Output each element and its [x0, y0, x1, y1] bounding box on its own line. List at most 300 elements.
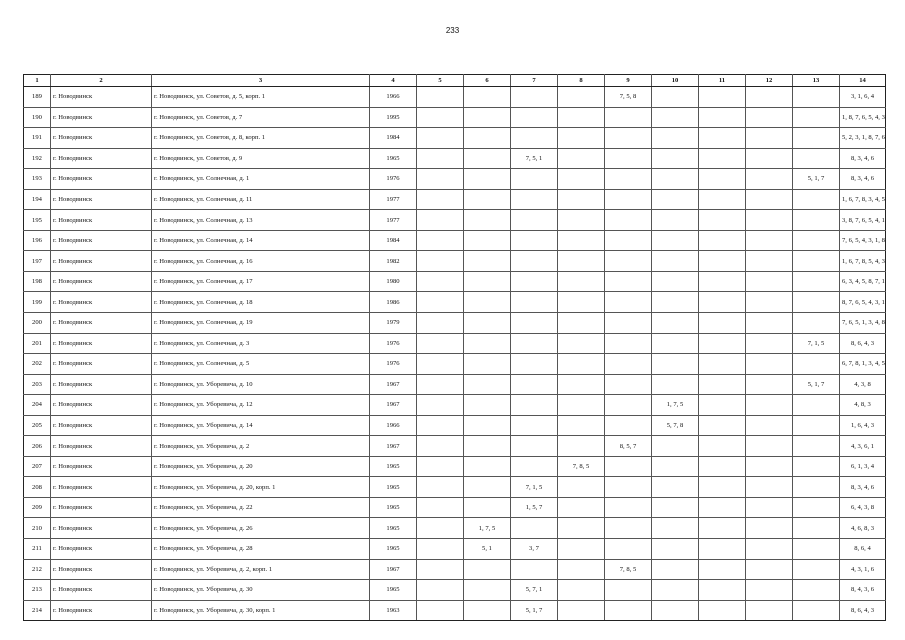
table-cell-col-8 [558, 415, 605, 436]
table-cell-col-4: 1976 [370, 169, 417, 190]
table-cell-col-11 [699, 271, 746, 292]
table-cell-col-12 [746, 128, 793, 149]
table-cell-col-10 [652, 148, 699, 169]
table-cell-col-2: г. Новодвинск [51, 107, 152, 128]
column-header-1: 1 [24, 75, 51, 87]
table-cell-col-1: 206 [24, 436, 51, 457]
table-cell-col-2: г. Новодвинск [51, 559, 152, 580]
table-cell-col-7 [511, 189, 558, 210]
table-cell-col-6 [464, 313, 511, 334]
table-cell-col-9 [605, 169, 652, 190]
table-cell-col-2: г. Новодвинск [51, 230, 152, 251]
table-cell-col-7 [511, 374, 558, 395]
table-cell-col-13 [793, 559, 840, 580]
table-cell-col-10 [652, 354, 699, 375]
table-cell-col-5 [417, 539, 464, 560]
table-cell-col-6 [464, 251, 511, 272]
table-row [24, 497, 886, 518]
table-cell-col-7 [511, 559, 558, 580]
table-cell-col-1: 193 [24, 169, 51, 190]
table-cell-col-11 [699, 87, 746, 108]
table-cell-col-5 [417, 169, 464, 190]
table-cell-col-4: 1980 [370, 271, 417, 292]
table-cell-col-8 [558, 292, 605, 313]
table-row [24, 518, 886, 539]
table-cell-col-8 [558, 580, 605, 601]
table-cell-col-3: г. Новодвинск, ул. Уборевича, д. 30 [152, 580, 370, 601]
table-cell-col-6 [464, 230, 511, 251]
table-row [24, 128, 886, 149]
table-cell-col-6 [464, 128, 511, 149]
table-cell-col-1: 213 [24, 580, 51, 601]
table-row [24, 333, 886, 354]
table-row [24, 456, 886, 477]
table-cell-col-2: г. Новодвинск [51, 128, 152, 149]
table-cell-col-2: г. Новодвинск [51, 148, 152, 169]
table-cell-col-14: 3, 8, 7, 6, 5, 4, 1 [840, 210, 886, 231]
table-cell-col-8 [558, 539, 605, 560]
table-cell-col-9: 7, 8, 5 [605, 559, 652, 580]
table-cell-col-3: г. Новодвинск, ул. Советов, д. 8, корп. 1 [152, 128, 370, 149]
table-cell-col-2: г. Новодвинск [51, 600, 152, 621]
table-cell-col-9 [605, 271, 652, 292]
table-row [24, 436, 886, 457]
table-cell-col-5 [417, 230, 464, 251]
table-cell-col-4: 1965 [370, 539, 417, 560]
table-cell-col-14: 1, 6, 7, 8, 3, 4, 5 [840, 189, 886, 210]
table-cell-col-4: 1965 [370, 456, 417, 477]
table-cell-col-7: 7, 5, 1 [511, 148, 558, 169]
table-cell-col-1: 209 [24, 497, 51, 518]
table-cell-col-1: 201 [24, 333, 51, 354]
table-cell-col-8 [558, 354, 605, 375]
table-cell-col-14: 5, 2, 3, 1, 8, 7, 6 [840, 128, 886, 149]
table-cell-col-6 [464, 395, 511, 416]
table-cell-col-5 [417, 354, 464, 375]
table-cell-col-10: 5, 7, 8 [652, 415, 699, 436]
table-row [24, 148, 886, 169]
table-cell-col-3: г. Новодвинск, ул. Уборевича, д. 30, корп. 1 [152, 600, 370, 621]
table-cell-col-5 [417, 580, 464, 601]
table-cell-col-3: г. Новодвинск, ул. Уборевича, д. 12 [152, 395, 370, 416]
table-cell-col-4: 1984 [370, 230, 417, 251]
table-cell-col-4: 1963 [370, 600, 417, 621]
table-body [24, 87, 886, 621]
table-row [24, 292, 886, 313]
table-cell-col-9: 8, 5, 7 [605, 436, 652, 457]
table-cell-col-14: 4, 3, 6, 1 [840, 436, 886, 457]
page-number: 233 [445, 26, 460, 35]
table-cell-col-10 [652, 374, 699, 395]
table-row [24, 189, 886, 210]
table-cell-col-1: 198 [24, 271, 51, 292]
table-cell-col-8 [558, 271, 605, 292]
table-cell-col-13 [793, 456, 840, 477]
table-cell-col-12 [746, 456, 793, 477]
table-cell-col-4: 1966 [370, 415, 417, 436]
table-cell-col-1: 210 [24, 518, 51, 539]
table-cell-col-5 [417, 333, 464, 354]
table-cell-col-6 [464, 600, 511, 621]
table-cell-col-12 [746, 436, 793, 457]
table-cell-col-2: г. Новодвинск [51, 210, 152, 231]
table-cell-col-11 [699, 395, 746, 416]
table-cell-col-4: 1965 [370, 580, 417, 601]
table-cell-col-13 [793, 436, 840, 457]
table-cell-col-9 [605, 374, 652, 395]
table-cell-col-2: г. Новодвинск [51, 333, 152, 354]
table-cell-col-8 [558, 128, 605, 149]
table-cell-col-12 [746, 210, 793, 231]
table-cell-col-4: 1979 [370, 313, 417, 334]
table-cell-col-11 [699, 600, 746, 621]
table-cell-col-14: 4, 3, 8 [840, 374, 886, 395]
table-row [24, 354, 886, 375]
table-cell-col-9 [605, 292, 652, 313]
table-row [24, 559, 886, 580]
table-cell-col-11 [699, 107, 746, 128]
table-cell-col-4: 1984 [370, 128, 417, 149]
table-cell-col-6 [464, 148, 511, 169]
table-cell-col-14: 8, 6, 4, 3 [840, 600, 886, 621]
table-cell-col-2: г. Новодвинск [51, 395, 152, 416]
table-cell-col-9 [605, 600, 652, 621]
table-cell-col-11 [699, 580, 746, 601]
table-cell-col-12 [746, 374, 793, 395]
table-cell-col-1: 207 [24, 456, 51, 477]
table-cell-col-11 [699, 539, 746, 560]
table-row [24, 210, 886, 231]
table-cell-col-13 [793, 210, 840, 231]
table-cell-col-8 [558, 374, 605, 395]
table-cell-col-11 [699, 189, 746, 210]
table-cell-col-14: 3, 1, 6, 4 [840, 87, 886, 108]
table-cell-col-10 [652, 230, 699, 251]
table-cell-col-6 [464, 436, 511, 457]
table-cell-col-3: г. Новодвинск, ул. Солнечная, д. 18 [152, 292, 370, 313]
table-cell-col-1: 194 [24, 189, 51, 210]
table-row [24, 271, 886, 292]
table-cell-col-14: 8, 6, 4 [840, 539, 886, 560]
table-row [24, 415, 886, 436]
table-cell-col-13: 5, 1, 7 [793, 169, 840, 190]
table-cell-col-12 [746, 395, 793, 416]
table-cell-col-9 [605, 477, 652, 498]
table-cell-col-9 [605, 210, 652, 231]
table-cell-col-7: 5, 1, 7 [511, 600, 558, 621]
table-cell-col-7 [511, 230, 558, 251]
table-cell-col-2: г. Новодвинск [51, 189, 152, 210]
table-cell-col-14: 1, 8, 7, 6, 5, 4, 3 [840, 107, 886, 128]
table-cell-col-1: 190 [24, 107, 51, 128]
table-cell-col-2: г. Новодвинск [51, 518, 152, 539]
table-cell-col-9 [605, 539, 652, 560]
table-cell-col-12 [746, 230, 793, 251]
table-cell-col-6 [464, 477, 511, 498]
table-cell-col-6 [464, 107, 511, 128]
table-cell-col-2: г. Новодвинск [51, 313, 152, 334]
table-cell-col-6 [464, 333, 511, 354]
table-cell-col-6 [464, 189, 511, 210]
table-cell-col-8 [558, 210, 605, 231]
table-cell-col-4: 1965 [370, 148, 417, 169]
table-cell-col-8 [558, 497, 605, 518]
table-cell-col-14: 4, 6, 8, 3 [840, 518, 886, 539]
column-header-5: 5 [417, 75, 464, 87]
table-cell-col-2: г. Новодвинск [51, 374, 152, 395]
table-cell-col-3: г. Новодвинск, ул. Советов, д. 7 [152, 107, 370, 128]
table-cell-col-3: г. Новодвинск, ул. Советов, д. 5, корп. 1 [152, 87, 370, 108]
column-header-4: 4 [370, 75, 417, 87]
table-cell-col-4: 1965 [370, 477, 417, 498]
table-cell-col-3: г. Новодвинск, ул. Солнечная, д. 19 [152, 313, 370, 334]
table-cell-col-8 [558, 251, 605, 272]
table-cell-col-3: г. Новодвинск, ул. Солнечная, д. 1 [152, 169, 370, 190]
column-header-9: 9 [605, 75, 652, 87]
table-cell-col-5 [417, 600, 464, 621]
table-cell-col-13 [793, 107, 840, 128]
table-row [24, 539, 886, 560]
table-cell-col-14: 8, 7, 6, 5, 4, 3, 1 [840, 292, 886, 313]
table-cell-col-10 [652, 251, 699, 272]
table-cell-col-5 [417, 107, 464, 128]
table-cell-col-14: 7, 6, 5, 4, 3, 1, 8 [840, 230, 886, 251]
table-cell-col-3: г. Новодвинск, ул. Солнечная, д. 14 [152, 230, 370, 251]
table-cell-col-1: 195 [24, 210, 51, 231]
table-cell-col-14: 4, 8, 3 [840, 395, 886, 416]
table-cell-col-10 [652, 169, 699, 190]
table-cell-col-8 [558, 477, 605, 498]
table-cell-col-2: г. Новодвинск [51, 436, 152, 457]
table-cell-col-10 [652, 210, 699, 231]
table-cell-col-1: 208 [24, 477, 51, 498]
table-cell-col-12 [746, 292, 793, 313]
table-cell-col-13 [793, 230, 840, 251]
table-row [24, 395, 886, 416]
table-cell-col-11 [699, 210, 746, 231]
table-cell-col-1: 200 [24, 313, 51, 334]
table-cell-col-5 [417, 271, 464, 292]
table-cell-col-9 [605, 251, 652, 272]
table-cell-col-10 [652, 456, 699, 477]
table-cell-col-7 [511, 107, 558, 128]
table-cell-col-9 [605, 189, 652, 210]
table-cell-col-6 [464, 559, 511, 580]
table-cell-col-3: г. Новодвинск, ул. Солнечная, д. 13 [152, 210, 370, 231]
table-cell-col-7: 3, 7 [511, 539, 558, 560]
table-cell-col-4: 1976 [370, 354, 417, 375]
table-cell-col-8 [558, 230, 605, 251]
table-cell-col-5 [417, 251, 464, 272]
table-cell-col-8 [558, 313, 605, 334]
table-row [24, 87, 886, 108]
table-cell-col-8 [558, 436, 605, 457]
table-cell-col-6 [464, 354, 511, 375]
table-cell-col-2: г. Новодвинск [51, 354, 152, 375]
table-cell-col-7 [511, 271, 558, 292]
table-cell-col-12 [746, 600, 793, 621]
table-cell-col-9 [605, 230, 652, 251]
table-cell-col-14: 6, 1, 3, 4 [840, 456, 886, 477]
table-cell-col-10 [652, 107, 699, 128]
column-header-13: 13 [793, 75, 840, 87]
table-cell-col-9 [605, 395, 652, 416]
table-cell-col-5 [417, 477, 464, 498]
column-header-10: 10 [652, 75, 699, 87]
table-cell-col-13 [793, 87, 840, 108]
table-cell-col-1: 196 [24, 230, 51, 251]
table-cell-col-2: г. Новодвинск [51, 477, 152, 498]
table-cell-col-1: 199 [24, 292, 51, 313]
table-cell-col-13 [793, 128, 840, 149]
table-cell-col-5 [417, 189, 464, 210]
table-row [24, 169, 886, 190]
table-cell-col-4: 1967 [370, 436, 417, 457]
table-cell-col-7 [511, 313, 558, 334]
table-cell-col-10 [652, 313, 699, 334]
table-cell-col-11 [699, 292, 746, 313]
table-cell-col-5 [417, 436, 464, 457]
table-cell-col-6 [464, 271, 511, 292]
table-cell-col-5 [417, 210, 464, 231]
table-cell-col-7 [511, 128, 558, 149]
table-row [24, 313, 886, 334]
table-cell-col-4: 1982 [370, 251, 417, 272]
table-cell-col-13 [793, 580, 840, 601]
table-cell-col-2: г. Новодвинск [51, 87, 152, 108]
table-cell-col-12 [746, 333, 793, 354]
table-cell-col-7: 7, 1, 5 [511, 477, 558, 498]
table-cell-col-5 [417, 128, 464, 149]
table-cell-col-8 [558, 518, 605, 539]
table-cell-col-2: г. Новодвинск [51, 415, 152, 436]
table-cell-col-13 [793, 518, 840, 539]
table-cell-col-7 [511, 436, 558, 457]
table-cell-col-11 [699, 497, 746, 518]
table-cell-col-1: 192 [24, 148, 51, 169]
table-cell-col-11 [699, 477, 746, 498]
table-cell-col-11 [699, 354, 746, 375]
table-cell-col-10 [652, 559, 699, 580]
table-cell-col-7 [511, 169, 558, 190]
table-cell-col-9 [605, 128, 652, 149]
column-header-11: 11 [699, 75, 746, 87]
table-cell-col-12 [746, 189, 793, 210]
column-header-8: 8 [558, 75, 605, 87]
table-cell-col-3: г. Новодвинск, ул. Уборевича, д. 2 [152, 436, 370, 457]
table-cell-col-1: 189 [24, 87, 51, 108]
table-cell-col-4: 1977 [370, 210, 417, 231]
table-cell-col-12 [746, 313, 793, 334]
table-cell-col-8 [558, 107, 605, 128]
table-cell-col-12 [746, 497, 793, 518]
table-cell-col-14: 1, 6, 7, 8, 5, 4, 3 [840, 251, 886, 272]
table-cell-col-13 [793, 477, 840, 498]
table-cell-col-13 [793, 415, 840, 436]
table-cell-col-13: 7, 1, 5 [793, 333, 840, 354]
table-cell-col-8: 7, 8, 5 [558, 456, 605, 477]
table-cell-col-6 [464, 374, 511, 395]
table-cell-col-3: г. Новодвинск, ул. Уборевича, д. 2, корп. 1 [152, 559, 370, 580]
table-cell-col-14: 8, 4, 3, 6 [840, 580, 886, 601]
table-cell-col-2: г. Новодвинск [51, 456, 152, 477]
table-cell-col-5 [417, 395, 464, 416]
table-row [24, 600, 886, 621]
table-cell-col-1: 191 [24, 128, 51, 149]
table-cell-col-3: г. Новодвинск, ул. Уборевича, д. 26 [152, 518, 370, 539]
table-cell-col-13 [793, 148, 840, 169]
table-cell-col-7 [511, 251, 558, 272]
table-cell-col-10 [652, 497, 699, 518]
table-cell-col-6 [464, 497, 511, 518]
table-cell-col-5 [417, 415, 464, 436]
table-cell-col-6: 1, 7, 5 [464, 518, 511, 539]
table-cell-col-7 [511, 456, 558, 477]
table-cell-col-12 [746, 148, 793, 169]
table-cell-col-3: г. Новодвинск, ул. Солнечная, д. 11 [152, 189, 370, 210]
table-cell-col-13 [793, 313, 840, 334]
table-cell-col-14: 8, 3, 4, 6 [840, 169, 886, 190]
table-cell-col-7 [511, 395, 558, 416]
table-cell-col-10 [652, 128, 699, 149]
table-cell-col-7 [511, 87, 558, 108]
table-cell-col-4: 1965 [370, 497, 417, 518]
table-cell-col-8 [558, 87, 605, 108]
table-cell-col-14: 6, 3, 4, 5, 8, 7, 1 [840, 271, 886, 292]
table-cell-col-13 [793, 395, 840, 416]
table-cell-col-4: 1966 [370, 87, 417, 108]
table-cell-col-2: г. Новодвинск [51, 497, 152, 518]
register-table [23, 74, 886, 621]
column-header-3: 3 [152, 75, 370, 87]
table-cell-col-4: 1976 [370, 333, 417, 354]
table-cell-col-3: г. Новодвинск, ул. Уборевича, д. 14 [152, 415, 370, 436]
column-header-14: 14 [840, 75, 886, 87]
table-row [24, 230, 886, 251]
table-cell-col-5 [417, 148, 464, 169]
table-cell-col-13 [793, 251, 840, 272]
table-cell-col-3: г. Новодвинск, ул. Солнечная, д. 3 [152, 333, 370, 354]
table-cell-col-9 [605, 354, 652, 375]
table-cell-col-5 [417, 456, 464, 477]
table-cell-col-7 [511, 518, 558, 539]
table-cell-col-14: 8, 3, 4, 6 [840, 148, 886, 169]
table-cell-col-1: 212 [24, 559, 51, 580]
table-cell-col-4: 1986 [370, 292, 417, 313]
table-cell-col-7: 5, 7, 1 [511, 580, 558, 601]
table-cell-col-12 [746, 518, 793, 539]
table-cell-col-7 [511, 292, 558, 313]
table-cell-col-11 [699, 456, 746, 477]
table-cell-col-10 [652, 436, 699, 457]
table-cell-col-13 [793, 292, 840, 313]
table-cell-col-9 [605, 497, 652, 518]
table-cell-col-12 [746, 87, 793, 108]
table-cell-col-11 [699, 169, 746, 190]
table-cell-col-12 [746, 559, 793, 580]
table-cell-col-3: г. Новодвинск, ул. Советов, д. 9 [152, 148, 370, 169]
table-cell-col-6 [464, 292, 511, 313]
table-cell-col-13 [793, 189, 840, 210]
table-cell-col-8 [558, 395, 605, 416]
table-cell-col-9: 7, 5, 8 [605, 87, 652, 108]
table-cell-col-10: 1, 7, 5 [652, 395, 699, 416]
table-cell-col-10 [652, 580, 699, 601]
table-cell-col-4: 1967 [370, 374, 417, 395]
table-cell-col-9 [605, 456, 652, 477]
table-cell-col-12 [746, 354, 793, 375]
table-row [24, 374, 886, 395]
